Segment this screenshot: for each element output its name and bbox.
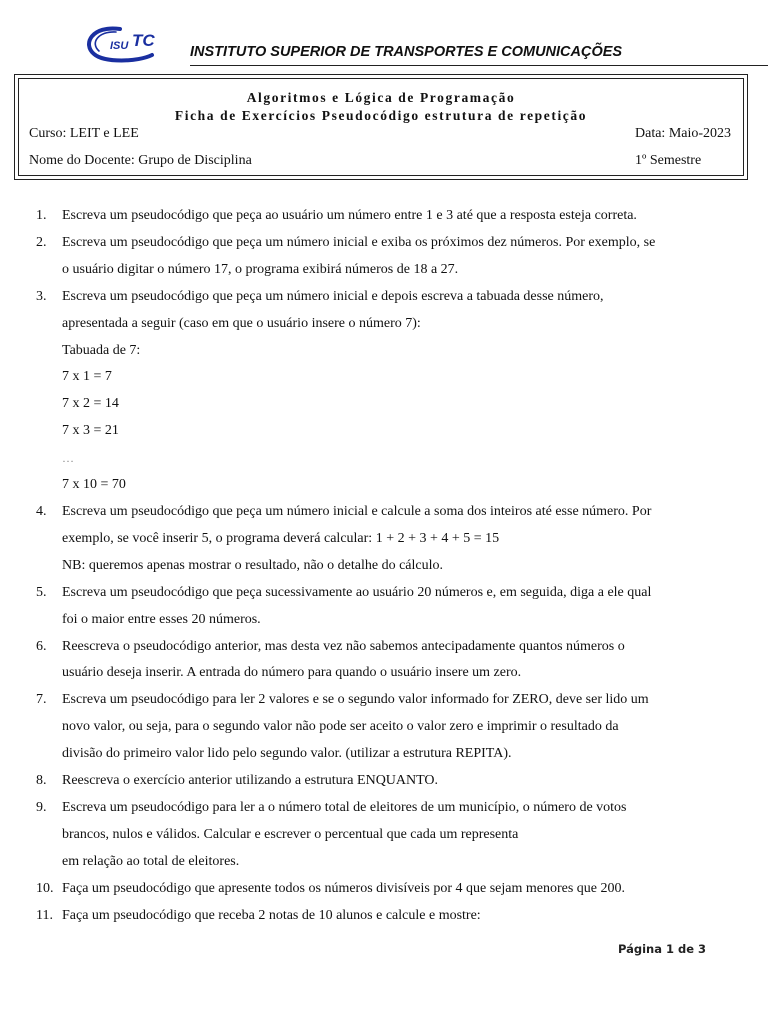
exercise-number: 9. bbox=[36, 799, 47, 815]
exercise-item bbox=[36, 499, 748, 580]
exercise-number: 7. bbox=[36, 692, 47, 708]
isutc-logo-graphic bbox=[80, 22, 175, 66]
exercise-line: Faça um pseudocódigo que apresente todos os números divisíveis por 4 que sejam menores que 200. bbox=[62, 880, 625, 896]
exercise-number: 6. bbox=[36, 638, 47, 654]
exercise-number: 11. bbox=[36, 907, 53, 923]
exercise-line: divisão do primeiro valor lido pelo segundo valor. (utilizar a estrutura REPITA). bbox=[62, 746, 512, 762]
exercise-line: Escreva um pseudocódigo que peça um número inicial e depois escreva a tabuada desse número, bbox=[62, 288, 604, 304]
document-header bbox=[80, 22, 720, 72]
exercise-item bbox=[36, 203, 748, 230]
page-number: Página 1 de 3 bbox=[617, 942, 706, 956]
exercise-line: 7 x 2 = 14 bbox=[62, 396, 119, 412]
exercise-item bbox=[36, 768, 748, 795]
exercise-line: 7 x 3 = 21 bbox=[62, 423, 119, 439]
exercise-text bbox=[62, 499, 732, 580]
exercise-item bbox=[36, 687, 748, 768]
exercise-line: Tabuada de 7: bbox=[62, 342, 141, 358]
exercise-line: Faça um pseudocódigo que receba 2 notas de 10 alunos e calcule e mostre: bbox=[62, 907, 481, 923]
document-subtitle: Ficha de Exercícios Pseudocódigo estrutura de repetição bbox=[174, 108, 588, 123]
exercise-text bbox=[62, 768, 732, 795]
exercise-line: novo valor, ou seja, para o segundo valor não pode ser aceito o valor zero e imprimir o resultado da bbox=[62, 719, 619, 735]
exercise-text bbox=[62, 876, 732, 903]
exercise-line: NB: queremos apenas mostrar o resultado, não o detalhe do cálculo. bbox=[62, 557, 443, 573]
exercise-line: Escreva um pseudocódigo que peça um número inicial e calcule a soma dos inteiros até esse número. Por bbox=[62, 503, 652, 519]
exercise-text bbox=[62, 795, 732, 876]
exercise-number: 2. bbox=[36, 234, 47, 250]
exercise-item bbox=[36, 230, 748, 284]
exercise-item bbox=[36, 634, 748, 688]
exercise-text bbox=[62, 284, 732, 499]
date-label: Data: Maio-2023 bbox=[635, 126, 732, 141]
exercise-text bbox=[62, 580, 732, 634]
exercise-text bbox=[62, 230, 732, 284]
document-title: Algoritmos e Lógica de Programação bbox=[246, 90, 516, 105]
exercise-line: Escreva um pseudocódigo que peça um número inicial e exiba os próximos dez números. Por exemplo, se bbox=[62, 234, 656, 250]
svg-text:ISU: ISU bbox=[110, 40, 129, 52]
semester-label: 1º Semestre bbox=[635, 153, 702, 168]
exercise-number: 1. bbox=[36, 208, 47, 223]
exercise-text bbox=[62, 203, 732, 230]
course-info-box bbox=[14, 74, 748, 180]
exercise-line: Escreva um pseudocódigo para ler a o número total de eleitores de um município, o número de votos bbox=[62, 799, 627, 815]
exercise-number: 8. bbox=[36, 773, 47, 789]
exercise-line: Reescreva o exercício anterior utilizando a estrutura ENQUANTO. bbox=[62, 773, 439, 789]
exercise-line: brancos, nulos e válidos. Calcular e escrever o percentual que cada um representa bbox=[62, 826, 519, 842]
exercise-number: 3. bbox=[36, 288, 47, 304]
exercise-line: … bbox=[62, 451, 74, 466]
exercise-line: Escreva um pseudocódigo que peça sucessivamente ao usuário 20 números e, em seguida, diga a ele qual bbox=[62, 584, 652, 600]
exercise-item bbox=[36, 284, 748, 499]
header-divider bbox=[190, 65, 768, 66]
exercise-line: Escreva um pseudocódigo para ler 2 valores e se o segundo valor informado for ZERO, deve ser lido um bbox=[62, 692, 649, 708]
exercise-line: Reescreva o pseudocódigo anterior, mas desta vez não sabemos antecipadamente quantos números o bbox=[62, 638, 625, 654]
exercise-line: 7 x 1 = 7 bbox=[62, 369, 112, 385]
exercise-item bbox=[36, 795, 748, 876]
exercise-item bbox=[36, 580, 748, 634]
course-label: Curso: LEIT e LEE bbox=[29, 126, 139, 141]
exercise-item bbox=[36, 903, 748, 930]
exercise-text bbox=[62, 687, 732, 768]
exercise-line: o usuário digitar o número 17, o programa exibirá números de 18 a 27. bbox=[62, 261, 459, 277]
exercise-line: Escreva um pseudocódigo que peça ao usuário um número entre 1 e 3 até que a resposta esteja correta. bbox=[62, 208, 637, 223]
exercise-list bbox=[36, 203, 748, 929]
exercise-line: foi o maior entre esses 20 números. bbox=[62, 611, 261, 627]
exercise-number: 10. bbox=[36, 880, 54, 896]
exercise-text bbox=[62, 634, 732, 688]
exercise-line: em relação ao total de eleitores. bbox=[62, 853, 240, 869]
isutc-logo bbox=[80, 22, 175, 66]
exercise-number: 5. bbox=[36, 584, 47, 600]
exercise-number: 4. bbox=[36, 503, 47, 519]
exercise-line: usuário deseja inserir. A entrada do número para quando o usuário insere um zero. bbox=[62, 665, 522, 681]
exercise-line: 7 x 10 = 70 bbox=[62, 477, 126, 493]
exercise-item bbox=[36, 876, 748, 903]
exercise-text bbox=[62, 903, 732, 930]
institute-name: INSTITUTO SUPERIOR DE TRANSPORTES E COMUNICAÇÕES bbox=[190, 44, 623, 60]
exercise-line: exemplo, se você inserir 5, o programa deverá calcular: 1 + 2 + 3 + 4 + 5 = 15 bbox=[62, 530, 500, 546]
course-info-inner-border bbox=[18, 78, 744, 176]
teacher-label: Nome do Docente: Grupo de Disciplina bbox=[29, 153, 252, 168]
exercise-line: apresentada a seguir (caso em que o usuário insere o número 7): bbox=[62, 315, 421, 331]
svg-text:TC: TC bbox=[132, 31, 155, 50]
